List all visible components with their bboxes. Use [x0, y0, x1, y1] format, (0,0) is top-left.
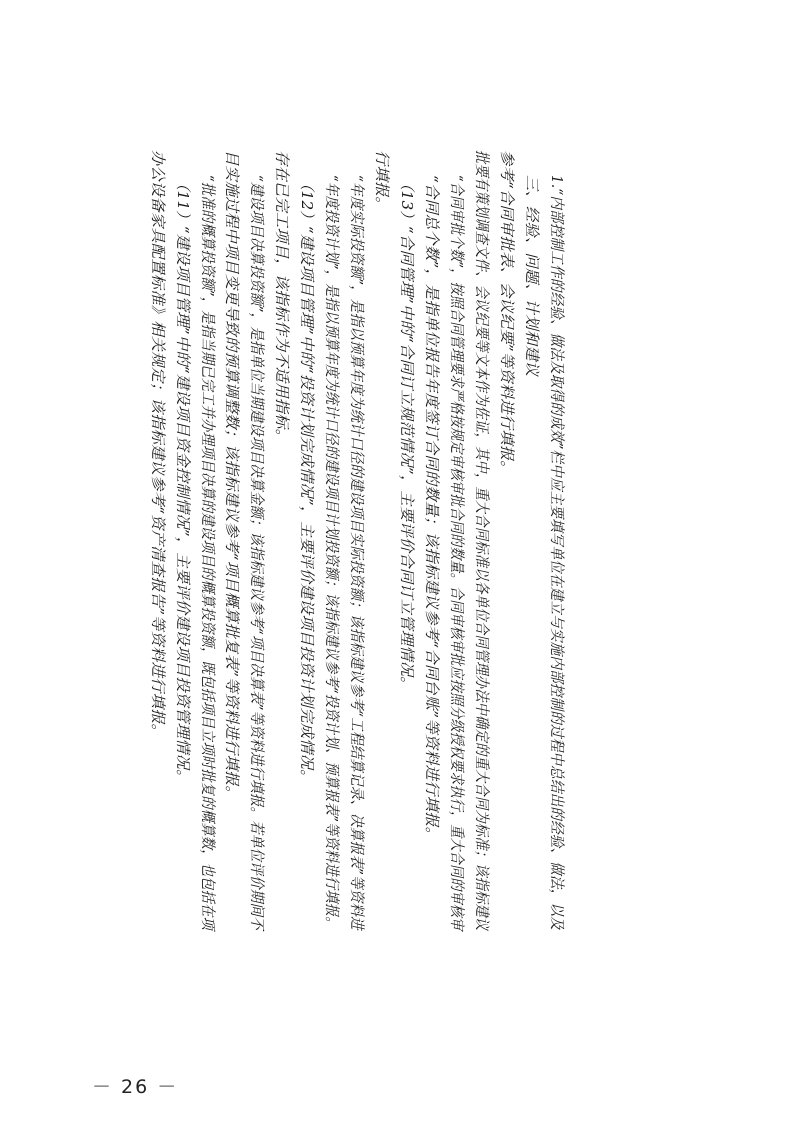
section-heading: 三、经验、问题、计划和建议 — [523, 175, 541, 377]
text-line: 批要有策划调查文件、会议纪要等文本作为佐证，其中，重大合同标准以各单位合同管理办法中确定的重大合同为标准；该指标建议 — [473, 150, 491, 931]
text-line: 目实施过程中项目变更导致的预算调整数；该指标建议参考“项目概算批复表”等资料进行填报。 — [223, 150, 241, 802]
text-line: “批准的概算投资额”，是指当期已完工并办理项目决算的建设项目的概算投资额，既包括项目立项时批复的概算数，也包括在项 — [199, 175, 217, 931]
text-line: 参考“合同审批表、会议纪要”等资料进行填报。 — [498, 150, 516, 476]
text-line: “合同总个数”，是指单位报告年度签订合同的数量；该指标建议参考“合同台账”等资料进行填报。 — [423, 175, 441, 843]
text-line: “合同审批个数”，按照合同管理要求严格按规定审核审批合同的数量。合同审核审批应按照分级授权要求执行，重大合同的审核审 — [448, 175, 466, 931]
text-line: 1.“内部控制工作的经验、做法及取得的成效”栏中应主要填写单位在建立与实施内部控制的过程中总结出的经验、做法，以及 — [548, 175, 566, 930]
text-line: （11）“建设项目管理”中的“建设项目资金控制情况”，主要评价建设项目投资管理情况。 — [174, 175, 192, 785]
text-line: （13）“合同管理”中的“合同订立规范情况”，主要评价合同订立管理情况。 — [398, 175, 416, 692]
text-line: “年度实际投资额”，是指以预算年度为统计口径的建设项目实际投资额；该指标建议参考“工程结算记录、决算报表”等资料进 — [348, 175, 366, 931]
text-line: （12）“建设项目管理”中的“投资计划完成情况”，主要评价建设项目投资计划完成情况。 — [298, 175, 316, 785]
text-line: “年度投资计划”，是指以预算年度为统计口径的建设项目计划投资额；该指标建议参考“投资计划、预算报表”等资料进行填报。 — [323, 175, 341, 930]
text-line: 办公设备家具配置标准》相关规定；该指标建议参考“资产清查报告”等资料进行填报。 — [149, 150, 167, 740]
text-line: “建设项目决算投资额”，是指单位当期建设项目决算金额；该指标建议参考“项目决算表”等资料进行填报。若单位评价期间不 — [248, 175, 266, 931]
text-line: 行填报。 — [373, 150, 391, 212]
text-line: 存在已完工项目，该指标作为不适用指标。 — [273, 150, 291, 445]
page-number: － 26 － — [92, 1076, 179, 1098]
